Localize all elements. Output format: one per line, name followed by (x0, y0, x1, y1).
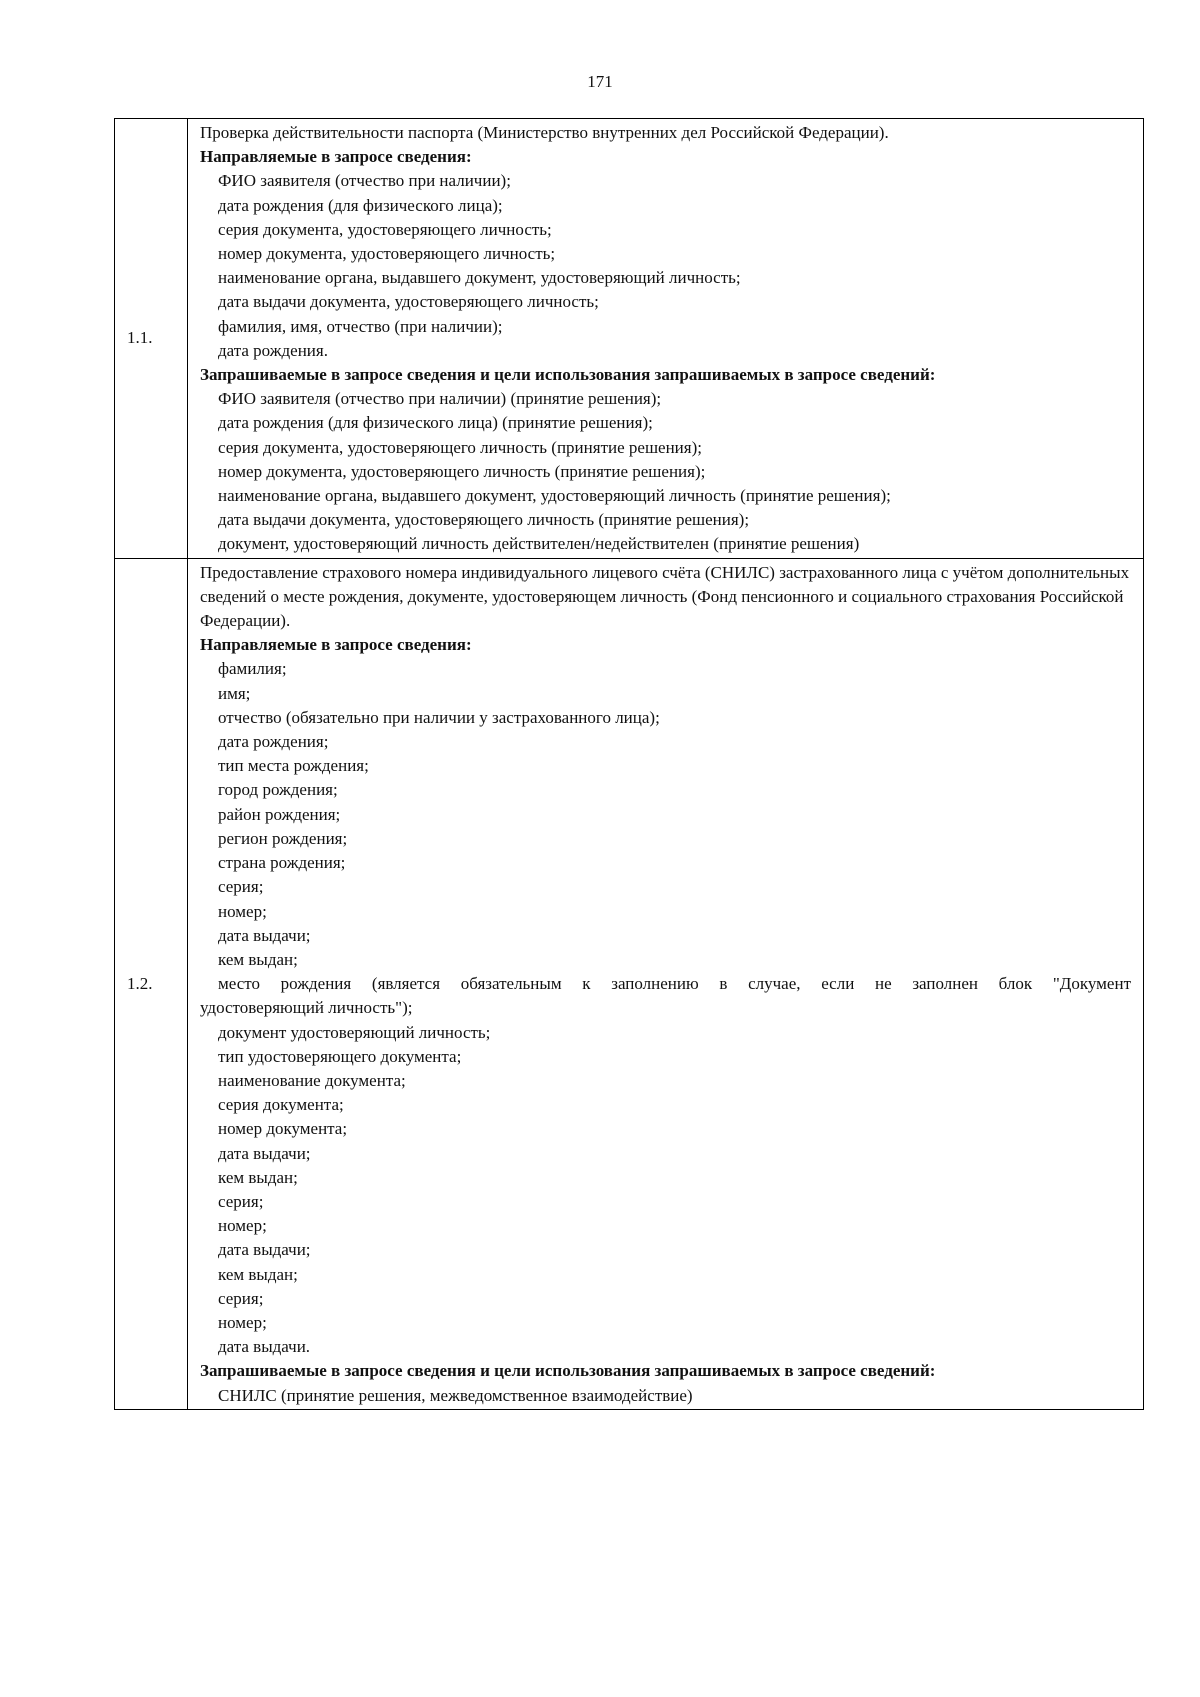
service-title: Проверка действительности паспорта (Министерство внутренних дел Российской Федерации). (200, 123, 889, 142)
list-item: тип места рождения; (218, 756, 369, 776)
table-row-1-1 (115, 119, 1144, 559)
list-item: кем выдан; (218, 949, 298, 969)
list-item: дата выдачи; (218, 1240, 311, 1260)
list-item: наименование документа; (218, 1070, 406, 1090)
list-item-continuation: удостоверяющий личность"); (200, 998, 413, 1018)
list-item: ФИО заявителя (отчество при наличии); (218, 171, 511, 191)
row-number-cell (115, 119, 188, 559)
table-row-1-2 (115, 558, 1144, 1409)
list-item: страна рождения; (218, 853, 346, 873)
list-item: серия документа, удостоверяющего личность (принятие решения); (218, 437, 702, 457)
list-item: район рождения; (218, 804, 341, 824)
list-item: дата выдачи; (218, 1143, 311, 1163)
list-item: дата выдачи документа, удостоверяющего личность (принятие решения); (218, 510, 750, 530)
data-request-table (114, 118, 1144, 1410)
list-item: регион рождения; (218, 828, 348, 848)
list-item: фамилия, имя, отчество (при наличии); (218, 316, 503, 336)
list-item: наименование органа, выдавшего документ, удостоверяющий личность (принятие решения); (218, 486, 891, 506)
list-item: дата рождения (для физического лица) (принятие решения); (218, 413, 653, 433)
row-content-cell (188, 119, 1144, 559)
list-item: серия документа; (218, 1095, 344, 1115)
row-number-cell (115, 558, 188, 1409)
list-item: документ, удостоверяющий личность действителен/недействителен (принятие решения) (218, 534, 860, 554)
list-item: дата рождения. (218, 340, 328, 360)
list-item: серия документа, удостоверяющего личность; (218, 219, 552, 239)
list-item: кем выдан; (218, 1167, 298, 1187)
sent-heading: Направляемые в запросе сведения: (200, 635, 472, 655)
list-item: отчество (обязательно при наличии у застрахованного лица); (218, 707, 660, 727)
list-item: серия; (218, 1191, 264, 1211)
list-item: ФИО заявителя (отчество при наличии) (принятие решения); (218, 389, 662, 409)
list-item: город рождения; (218, 780, 338, 800)
service-title: Предоставление страхового номера индивидуального лицевого счёта (СНИЛС) застрахованного лица с учётом дополнительных сведений о месте рождения, документе, удостоверяющем личность (Фонд пенсионного и социального страхования Российской Федерации). (200, 562, 1130, 631)
list-item: наименование органа, выдавшего документ, удостоверяющий личность; (218, 268, 741, 288)
list-item: тип удостоверяющего документа; (218, 1046, 462, 1066)
list-item: номер документа, удостоверяющего личность (принятие решения); (218, 461, 706, 481)
list-item: дата выдачи документа, удостоверяющего личность; (218, 292, 599, 312)
list-item: номер документа; (218, 1119, 348, 1139)
list-item: номер; (218, 1216, 267, 1236)
list-item: место рождения (является обязательным к заполнению в случае, если не заполнен блок "Документ (218, 974, 1131, 994)
row-number: 1.1. (127, 328, 153, 348)
list-item: номер документа, удостоверяющего личность; (218, 244, 556, 264)
list-item: серия; (218, 877, 264, 897)
list-item: фамилия; (218, 659, 287, 679)
list-item: дата рождения (для физического лица); (218, 195, 503, 215)
sent-heading: Направляемые в запросе сведения: (200, 147, 472, 167)
row-number: 1.2. (127, 973, 153, 993)
list-item: серия; (218, 1288, 264, 1308)
list-item: кем выдан; (218, 1264, 298, 1284)
list-item: документ удостоверяющий личность; (218, 1022, 491, 1042)
page-number: 171 (587, 72, 613, 91)
list-item: дата выдачи; (218, 925, 311, 945)
list-item: СНИЛС (принятие решения, межведомственное взаимодействие) (218, 1385, 693, 1405)
list-item: дата выдачи. (218, 1337, 311, 1357)
row-content-cell (188, 558, 1144, 1409)
list-item: номер; (218, 1312, 267, 1332)
list-item: номер; (218, 901, 267, 921)
requested-heading: Запрашиваемые в запросе сведения и цели использования запрашиваемых в запросе сведений: (200, 365, 936, 385)
list-item: дата рождения; (218, 732, 329, 752)
requested-heading: Запрашиваемые в запросе сведения и цели использования запрашиваемых в запросе сведений: (200, 1361, 936, 1381)
list-item: имя; (218, 683, 251, 703)
